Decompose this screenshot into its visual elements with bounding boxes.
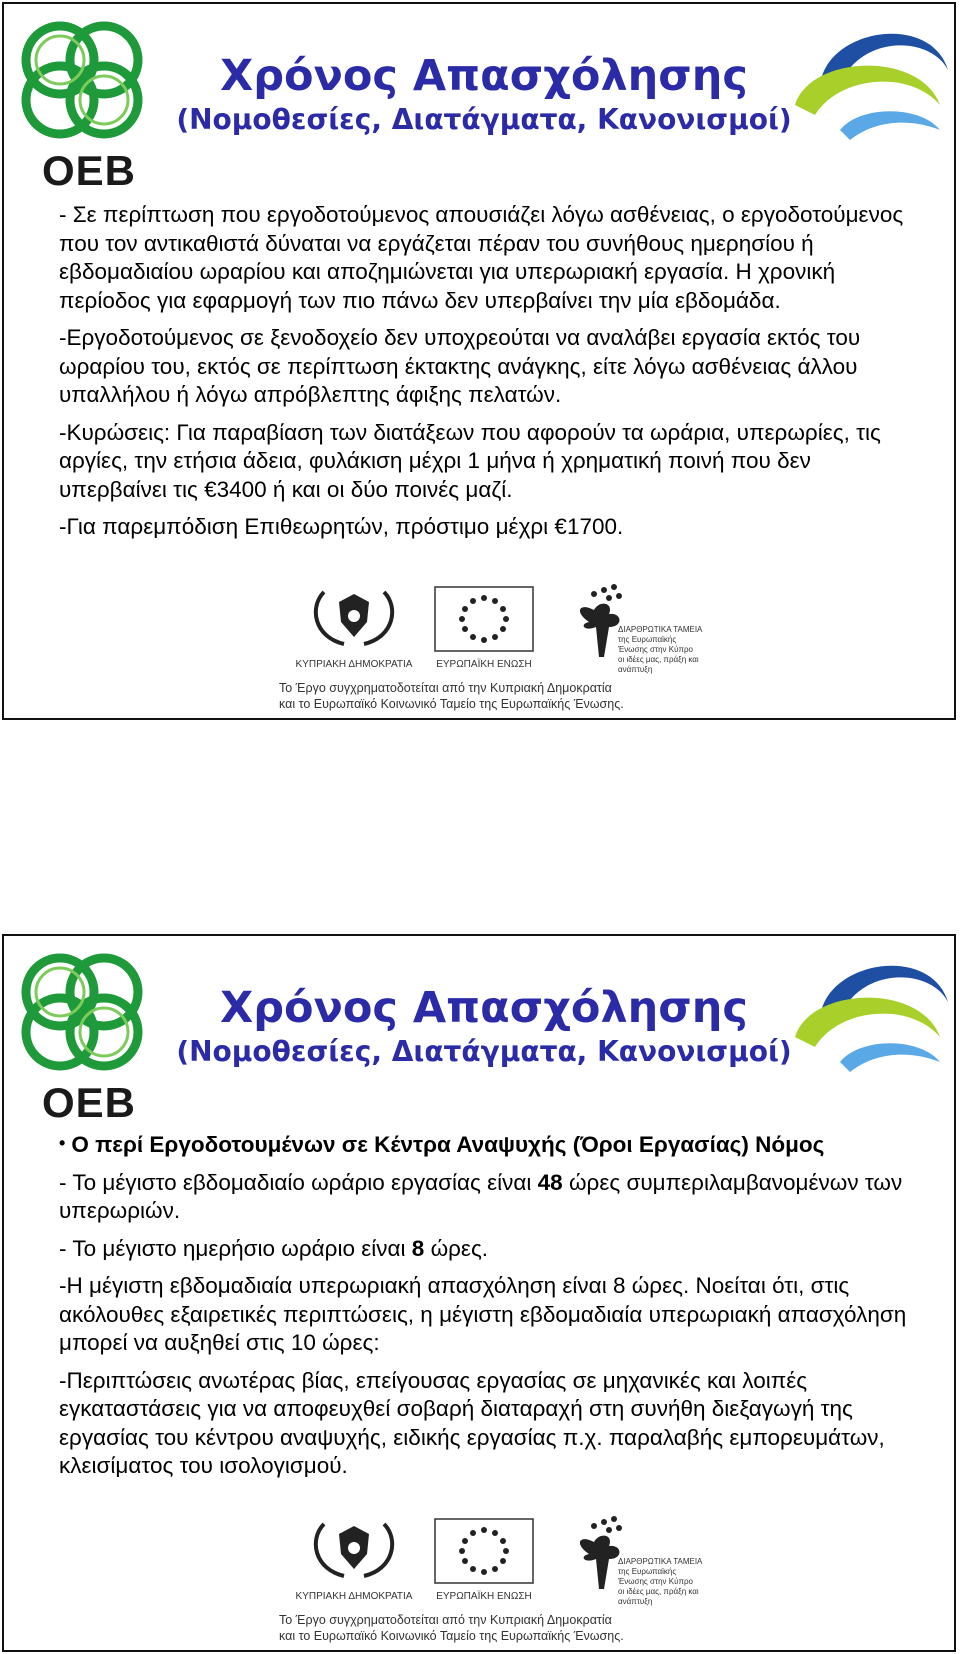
funds-caption-2: της Ευρωπαϊκής Ένωσης στην Κύπρο bbox=[618, 1567, 693, 1586]
bold-value: 48 bbox=[537, 1169, 563, 1195]
funding-footer bbox=[279, 582, 709, 712]
slide-title bbox=[164, 936, 804, 1070]
cofund-line-1: Το Έργο συγχρηματοδοτείται από την Κυπριακή Δημοκρατία bbox=[279, 1613, 612, 1627]
eu-caption: ΕΥΡΩΠΑΪΚΗ ΕΝΩΣΗ bbox=[436, 1591, 532, 1602]
paragraph: -Περιπτώσεις ανωτέρας βίας, επείγουσας εργασίας σε μηχανικές και λοιπές εγκαταστάσεις για να αποφευχθεί σοβαρή διαταραχή στη συνήθη διεξαγωγή της εργασίας του κέντρου αναψυχής, ειδικής εργασίας π.χ. παραλαβής εμπορευμάτων, κλεισίματος του ισολογισμού. bbox=[59, 1367, 885, 1478]
slide-1 bbox=[2, 2, 956, 720]
paragraph: -Εργοδοτούμενος σε ξενοδοχείο δεν υποχρεούται να αναλάβει εργασία εκτός του ωραρίου του, εκτός σε περίπτωση έκτακτης ανάγκης, είτε λόγω ασθένειας άλλου υπαλλήλου ή λόγω απρόβλεπτης άφιξης πελατών. bbox=[59, 325, 861, 407]
text-run: - Το μέγιστο εβδομαδιαίο ωράριο εργασίας είναι bbox=[59, 1169, 538, 1195]
cofund-line-2: και το Ευρωπαϊκό Κοινωνικό Ταμείο της Ευρωπαϊκής Ένωσης. bbox=[279, 1629, 624, 1643]
cyprus-emblem bbox=[289, 582, 419, 670]
eu-stars-icon bbox=[434, 1518, 534, 1584]
cofunding-note bbox=[279, 1612, 719, 1644]
cyprus-dove-icon bbox=[289, 582, 419, 652]
oeb-logo bbox=[12, 944, 152, 1126]
paragraph: -Η μέγιστη εβδομαδιαία υπερωριακή απασχόληση είναι 8 ώρες. Νοείται ότι, στις ακόλουθες εξαιρετικές περιπτώσεις, η μέγιστη εβδομαδιαία υπερωριακή απασχόληση μπορεί να αυξηθεί στις 10 ώρες: bbox=[59, 1273, 907, 1355]
oeb-logo-text: OEB bbox=[42, 147, 137, 194]
structural-funds-swirl-icon bbox=[780, 942, 950, 1102]
funds-caption-3: οι ιδέες μας, πράξη και ανάπτυξη bbox=[618, 655, 699, 674]
cyprus-dove-icon bbox=[289, 1514, 419, 1584]
eu-caption: ΕΥΡΩΠΑΪΚΗ ΕΝΩΣΗ bbox=[436, 659, 532, 670]
funds-caption-3: οι ιδέες μας, πράξη και ανάπτυξη bbox=[618, 1587, 699, 1606]
paragraph: -Κυρώσεις: Για παραβίαση των διατάξεων που αφορούν τα ωράρια, υπερωρίες, τις αργίες, την ετήσια άδεια, φυλάκιση μέχρι 1 μήνα ή χρηματική ποινή που δεν υπερβαίνει τις €3400 ή και οι δύο ποινές μαζί. bbox=[59, 419, 881, 502]
structural-funds-logo bbox=[564, 1514, 704, 1607]
eu-stars-icon bbox=[434, 586, 534, 652]
oeb-knot-icon bbox=[12, 12, 152, 147]
eu-flag bbox=[434, 1518, 534, 1602]
paragraph: - Σε περίπτωση που εργοδοτούμενος απουσιάζει λόγω ασθένειας, ο εργοδοτούμενος που τον αντικαθιστά δύναται να εργάζεται πέραν του συνήθους ημερησίου ή εβδομαδιαίου ωραρίου και αποζημιώνεται για υπερωριακή εργασία. Η χρονική περίοδος για εφαρμογή των πιο πάνω δεν υπερβαίνει την μία εβδομάδα. bbox=[59, 202, 904, 313]
eu-flag bbox=[434, 586, 534, 670]
cofunding-note bbox=[279, 680, 719, 712]
cyprus-emblem bbox=[289, 1514, 419, 1602]
cofund-line-2: και το Ευρωπαϊκό Κοινωνικό Ταμείο της Ευρωπαϊκής Ένωσης. bbox=[279, 697, 624, 711]
text-run: ώρες. bbox=[424, 1235, 489, 1261]
cofund-line-1: Το Έργο συγχρηματοδοτείται από την Κυπριακή Δημοκρατία bbox=[279, 681, 612, 695]
oeb-logo bbox=[12, 12, 152, 194]
slide-title bbox=[164, 4, 804, 138]
bullet-text: Ο περί Εργοδοτουμένων σε Κέντρα Αναψυχής (Όροι Εργασίας) Νόμος bbox=[71, 1132, 825, 1157]
slide-content bbox=[59, 201, 919, 551]
bullet-icon: • bbox=[59, 1133, 66, 1153]
structural-funds-logo bbox=[564, 582, 704, 675]
bullet-heading bbox=[59, 1129, 919, 1160]
cyprus-caption: ΚΥΠΡΙΑΚΗ ΔΗΜΟΚΡΑΤΙΑ bbox=[295, 1591, 413, 1602]
oeb-knot-icon bbox=[12, 944, 152, 1079]
funding-footer bbox=[279, 1514, 709, 1644]
title-sub: (Νομοθεσίες, Διατάγματα, Κανονισμοί) bbox=[176, 103, 792, 136]
title-main: Χρόνος Απασχόλησης bbox=[220, 983, 748, 1033]
paragraph bbox=[59, 1169, 919, 1226]
bold-value: 8 bbox=[411, 1235, 425, 1261]
slide-2 bbox=[2, 934, 956, 1652]
paragraph: -Για παρεμπόδιση Επιθεωρητών, πρόστιμο μέχρι €1700. bbox=[59, 514, 624, 539]
title-main: Χρόνος Απασχόλησης bbox=[220, 51, 748, 101]
cyprus-caption: ΚΥΠΡΙΑΚΗ ΔΗΜΟΚΡΑΤΙΑ bbox=[295, 659, 413, 670]
oeb-logo-text: OEB bbox=[42, 1079, 137, 1126]
funds-caption-2: της Ευρωπαϊκής Ένωσης στην Κύπρο bbox=[618, 635, 693, 654]
text-run: ώρες συμπεριλαμβανομένων των υπερωριών. bbox=[59, 1169, 903, 1223]
text-run: - Το μέγιστο ημερήσιο ωράριο είναι bbox=[59, 1235, 412, 1261]
structural-funds-swirl-icon bbox=[780, 10, 950, 170]
title-sub: (Νομοθεσίες, Διατάγματα, Κανονισμοί) bbox=[176, 1035, 792, 1068]
funds-caption-1: ΔΙΑΡΘΡΩΤΙΚΑ ΤΑΜΕΙΑ bbox=[618, 625, 703, 634]
funds-caption-1: ΔΙΑΡΘΡΩΤΙΚΑ ΤΑΜΕΙΑ bbox=[618, 1557, 703, 1566]
slide-content bbox=[59, 1129, 919, 1490]
paragraph bbox=[59, 1235, 919, 1264]
